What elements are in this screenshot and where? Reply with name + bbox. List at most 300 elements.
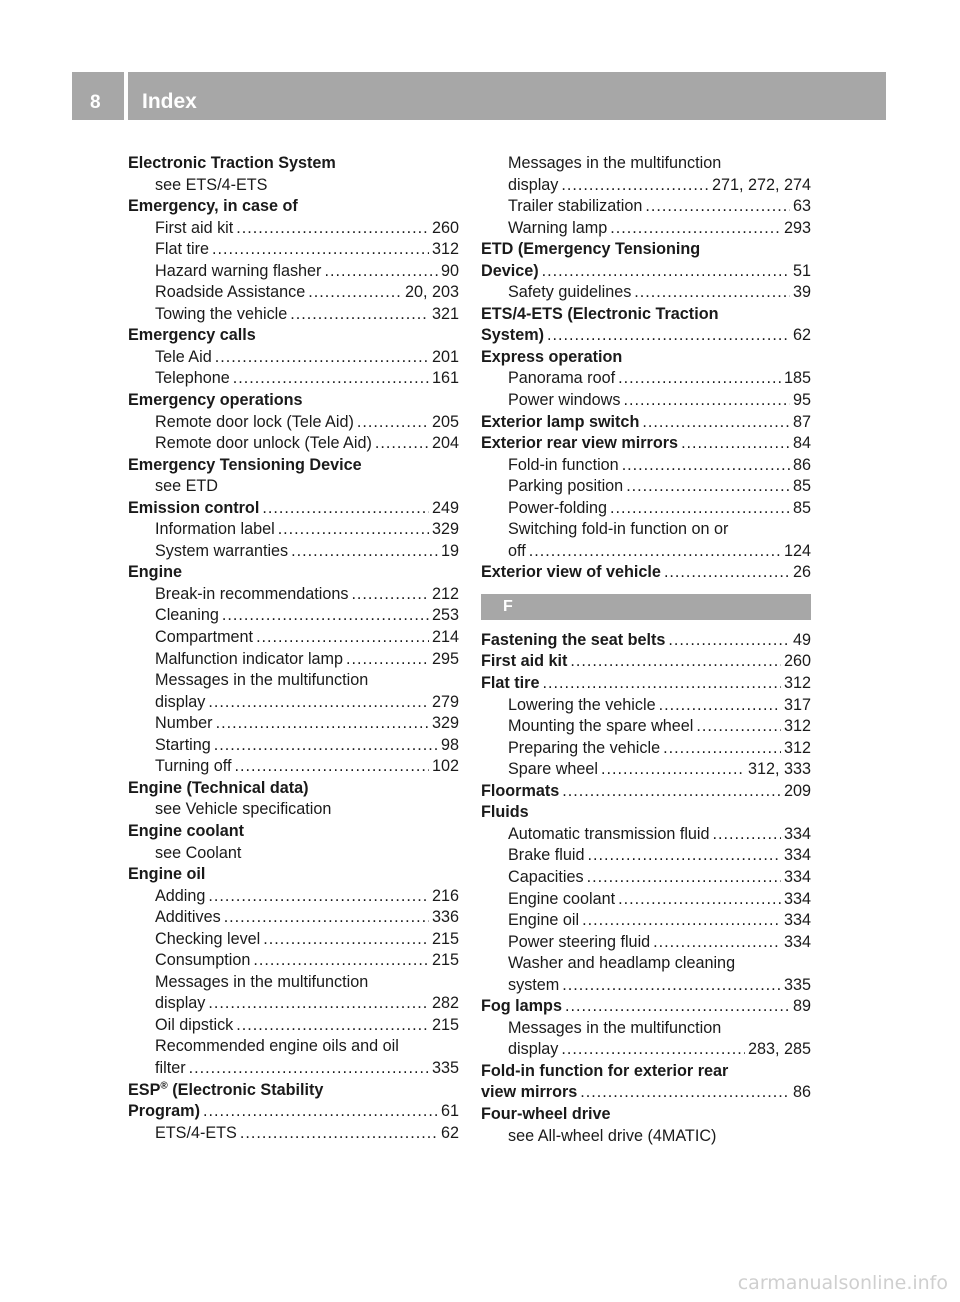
index-subentry <box>128 282 459 304</box>
index-subentry <box>481 1126 811 1148</box>
entry-term: ETD (Emergency Tensioning <box>481 240 701 259</box>
dot-leader <box>263 929 429 951</box>
dot-leader <box>653 932 781 954</box>
entry-term: Exterior rear view mirrors <box>481 434 679 453</box>
entry-term: Turning off <box>155 757 232 776</box>
page-number: 8 <box>90 92 101 113</box>
dot-leader <box>561 175 709 197</box>
dot-leader <box>375 433 429 455</box>
entry-term: Washer and headlamp cleaning <box>508 954 736 973</box>
entry-page-ref: 204 <box>431 434 459 453</box>
entry-page-ref: 49 <box>792 630 811 649</box>
index-subentry <box>128 907 459 929</box>
dot-leader <box>233 368 429 390</box>
entry-term: see ETS/4-ETS <box>155 175 268 194</box>
index-entry <box>128 562 459 584</box>
entry-term: ESP® (Electronic Stability <box>128 1080 324 1099</box>
entry-page-ref: 95 <box>792 391 811 410</box>
index-subentry <box>128 519 459 541</box>
index-entry <box>481 304 811 326</box>
index-entry <box>481 651 811 673</box>
index-subentry <box>128 799 459 821</box>
entry-page-ref: 201 <box>431 347 459 366</box>
entry-term: Compartment <box>155 628 254 647</box>
index-subentry <box>481 1039 811 1061</box>
letter-section-header <box>481 594 811 620</box>
dot-leader <box>642 412 790 434</box>
entry-term: Emergency, in case of <box>128 197 298 216</box>
entry-page-ref: 90 <box>440 261 459 280</box>
entry-term: Additives <box>155 908 221 927</box>
dot-leader <box>236 1015 429 1037</box>
entry-page-ref: 215 <box>431 1015 459 1034</box>
entry-term: Device) <box>481 261 539 280</box>
entry-term: Engine coolant <box>128 821 245 840</box>
entry-page-ref: 282 <box>431 994 459 1013</box>
entry-term: Oil dipstick <box>155 1015 234 1034</box>
entry-term: Remote door unlock (Tele Aid) <box>155 434 372 453</box>
index-entry <box>481 1061 811 1083</box>
index-subentry <box>481 889 811 911</box>
index-subentry <box>128 412 459 434</box>
entry-term: Adding <box>155 886 206 905</box>
index-subentry <box>481 695 811 717</box>
entry-term: Safety guidelines <box>508 283 632 302</box>
entry-page-ref: 161 <box>431 369 459 388</box>
entry-page-ref: 51 <box>792 261 811 280</box>
dot-leader <box>634 282 790 304</box>
entry-term: Telephone <box>155 369 230 388</box>
dot-leader <box>645 196 790 218</box>
index-subentry <box>481 845 811 867</box>
entry-page-ref: 336 <box>431 908 459 927</box>
watermark: carmanualsonline.info <box>737 1272 948 1294</box>
index-entry <box>481 562 811 584</box>
index-subentry <box>481 824 811 846</box>
dot-leader <box>622 455 790 477</box>
index-subentry <box>128 584 459 606</box>
entry-page-ref: 20, 203 <box>404 283 459 302</box>
dot-leader <box>626 476 790 498</box>
index-entry <box>128 325 459 347</box>
dot-leader <box>256 627 429 649</box>
dot-leader <box>208 886 429 908</box>
dot-leader <box>357 412 429 434</box>
entry-term: Brake fluid <box>508 846 585 865</box>
entry-term: Mounting the spare wheel <box>508 717 694 736</box>
dot-leader <box>696 716 781 738</box>
index-subentry <box>128 735 459 757</box>
dot-leader <box>189 1058 429 1080</box>
entry-page-ref: 102 <box>431 757 459 776</box>
entry-term: view mirrors <box>481 1083 578 1102</box>
dot-leader <box>291 541 438 563</box>
dot-leader <box>308 282 402 304</box>
index-entry <box>481 433 811 455</box>
entry-term: ETS/4-ETS (Electronic Traction <box>481 304 719 323</box>
entry-page-ref: 334 <box>783 889 811 908</box>
dot-leader <box>580 1082 790 1104</box>
dot-leader <box>713 824 781 846</box>
section-title-bar <box>128 72 886 120</box>
entry-term: Floormats <box>481 781 560 800</box>
entry-term: Malfunction indicator lamp <box>155 649 344 668</box>
entry-term: Engine oil <box>508 911 580 930</box>
entry-page-ref: 329 <box>431 714 459 733</box>
entry-page-ref: 312 <box>783 717 811 736</box>
entry-term: see Coolant <box>155 843 242 862</box>
dot-leader <box>668 630 790 652</box>
entry-term: see All-wheel drive (4MATIC) <box>508 1126 717 1145</box>
index-entry <box>128 778 459 800</box>
entry-term: Spare wheel <box>508 760 598 779</box>
entry-term: Starting <box>155 735 211 754</box>
entry-term: Exterior lamp switch <box>481 412 640 431</box>
entry-term: Program) <box>128 1102 200 1121</box>
index-subentry <box>481 196 811 218</box>
entry-page-ref: 215 <box>431 951 459 970</box>
index-subentry <box>481 476 811 498</box>
entry-term: Emergency calls <box>128 326 256 345</box>
entry-page-ref: 312 <box>783 738 811 757</box>
index-subentry <box>481 519 811 541</box>
entry-term: Capacities <box>508 867 584 886</box>
dot-leader <box>587 845 781 867</box>
dot-leader <box>570 651 781 673</box>
entry-page-ref: 212 <box>431 584 459 603</box>
index-entry <box>481 630 811 652</box>
page-header <box>72 72 886 120</box>
index-entry <box>481 1082 811 1104</box>
index-subentry <box>128 304 459 326</box>
index-entry <box>128 455 459 477</box>
index-subentry <box>128 993 459 1015</box>
index-entry <box>128 1101 459 1123</box>
index-subentry <box>128 972 459 994</box>
dot-leader <box>208 692 429 714</box>
dot-leader <box>582 910 781 932</box>
index-subentry <box>128 950 459 972</box>
index-entry <box>481 239 811 261</box>
entry-term: Number <box>155 714 213 733</box>
dot-leader <box>240 1123 438 1145</box>
index-entry <box>128 821 459 843</box>
entry-page-ref: 216 <box>431 886 459 905</box>
index-subentry <box>128 627 459 649</box>
index-subentry <box>481 541 811 563</box>
entry-page-ref: 312, 333 <box>747 760 811 779</box>
index-subentry <box>128 347 459 369</box>
entry-page-ref: 312 <box>431 240 459 259</box>
dot-leader <box>562 975 781 997</box>
index-entry <box>481 673 811 695</box>
entry-term: Fold-in function for exterior rear <box>481 1061 729 1080</box>
index-subentry <box>481 218 811 240</box>
index-subentry <box>481 716 811 738</box>
entry-term: Information label <box>155 520 275 539</box>
index-subentry <box>481 910 811 932</box>
index-subentry <box>481 953 811 975</box>
index-subentry <box>481 153 811 175</box>
index-subentry <box>128 605 459 627</box>
entry-term: Panorama roof <box>508 369 616 388</box>
index-subentry <box>481 759 811 781</box>
index-entry <box>481 347 811 369</box>
dot-leader <box>610 218 781 240</box>
dot-leader <box>663 738 781 760</box>
entry-term: System) <box>481 326 544 345</box>
entry-term: Remote door lock (Tele Aid) <box>155 412 354 431</box>
page-number-box <box>72 72 124 120</box>
index-subentry <box>128 368 459 390</box>
index-subentry <box>128 261 459 283</box>
entry-term: Engine coolant <box>508 889 616 908</box>
entry-page-ref: 61 <box>440 1102 459 1121</box>
entry-term: Checking level <box>155 929 261 948</box>
index-entry <box>128 390 459 412</box>
dot-leader <box>547 325 790 347</box>
dot-leader <box>618 368 781 390</box>
index-entry <box>128 864 459 886</box>
index-subentry <box>128 1123 459 1145</box>
entry-page-ref: 317 <box>783 695 811 714</box>
index-subentry <box>128 886 459 908</box>
index-subentry <box>481 932 811 954</box>
index-entry <box>128 196 459 218</box>
entry-term: Flat tire <box>155 240 209 259</box>
entry-page-ref: 293 <box>783 218 811 237</box>
entry-term: Lowering the vehicle <box>508 695 656 714</box>
index-subentry <box>481 368 811 390</box>
entry-page-ref: 19 <box>440 541 459 560</box>
entry-page-ref: 260 <box>431 218 459 237</box>
entry-term: system <box>508 975 560 994</box>
entry-term: Recommended engine oils and oil <box>155 1037 399 1056</box>
entry-term: Power steering fluid <box>508 932 651 951</box>
entry-term: Consumption <box>155 951 251 970</box>
entry-term: Power-folding <box>508 498 607 517</box>
dot-leader <box>253 950 429 972</box>
dot-leader <box>215 347 429 369</box>
index-subentry <box>481 498 811 520</box>
entry-term: Break-in recommendations <box>155 584 349 603</box>
index-subentry <box>128 692 459 714</box>
index-entry <box>128 153 459 175</box>
entry-page-ref: 84 <box>792 434 811 453</box>
entry-page-ref: 295 <box>431 649 459 668</box>
dot-leader <box>214 735 438 757</box>
entry-page-ref: 124 <box>783 541 811 560</box>
entry-page-ref: 185 <box>783 369 811 388</box>
entry-page-ref: 334 <box>783 846 811 865</box>
entry-term: display <box>155 994 206 1013</box>
entry-term: Engine <box>128 563 182 582</box>
entry-term: Towing the vehicle <box>155 304 288 323</box>
entry-term: Messages in the multifunction <box>155 972 369 991</box>
dot-leader <box>212 239 429 261</box>
entry-page-ref: 215 <box>431 929 459 948</box>
index-column-left <box>128 153 459 1144</box>
entry-page-ref: 329 <box>431 520 459 539</box>
entry-term: First aid kit <box>481 652 568 671</box>
index-subentry <box>128 843 459 865</box>
dot-leader <box>610 498 790 520</box>
index-entry <box>128 1080 459 1102</box>
dot-leader <box>659 695 781 717</box>
dot-leader <box>324 261 438 283</box>
entry-page-ref: 334 <box>783 932 811 951</box>
index-subentry <box>481 455 811 477</box>
section-title: Index <box>142 90 197 113</box>
dot-leader <box>664 562 790 584</box>
entry-term: Engine (Technical data) <box>128 778 309 797</box>
index-entry <box>481 412 811 434</box>
index-entry <box>481 1104 811 1126</box>
dot-leader <box>623 390 790 412</box>
entry-page-ref: 85 <box>792 498 811 517</box>
index-subentry <box>481 390 811 412</box>
index-column-right <box>481 153 811 1147</box>
index-subentry <box>128 649 459 671</box>
entry-page-ref: 86 <box>792 455 811 474</box>
index-subentry <box>128 541 459 563</box>
entry-page-ref: 89 <box>792 997 811 1016</box>
entry-page-ref: 283, 285 <box>747 1040 811 1059</box>
entry-page-ref: 26 <box>792 563 811 582</box>
index-entry <box>128 498 459 520</box>
entry-term: Trailer stabilization <box>508 197 643 216</box>
entry-term: Engine oil <box>128 865 206 884</box>
dot-leader <box>236 218 429 240</box>
dot-leader <box>529 541 781 563</box>
entry-term: display <box>508 1040 559 1059</box>
index-entry <box>481 261 811 283</box>
index-subentry <box>481 975 811 997</box>
dot-leader <box>542 673 781 695</box>
entry-page-ref: 334 <box>783 911 811 930</box>
entry-term: Parking position <box>508 477 624 496</box>
entry-page-ref: 205 <box>431 412 459 431</box>
entry-page-ref: 335 <box>431 1058 459 1077</box>
entry-page-ref: 271, 272, 274 <box>711 175 811 194</box>
entry-page-ref: 253 <box>431 606 459 625</box>
entry-term: see Vehicle specification <box>155 800 332 819</box>
entry-term: Four-wheel drive <box>481 1104 611 1123</box>
dot-leader <box>601 759 745 781</box>
entry-term: display <box>155 692 206 711</box>
entry-page-ref: 87 <box>792 412 811 431</box>
entry-page-ref: 321 <box>431 304 459 323</box>
entry-term: First aid kit <box>155 218 234 237</box>
index-subentry <box>128 218 459 240</box>
index-subentry <box>481 738 811 760</box>
dot-leader <box>542 261 790 283</box>
index-entry <box>481 325 811 347</box>
dot-leader <box>561 1039 745 1061</box>
index-subentry <box>128 433 459 455</box>
index-subentry <box>128 713 459 735</box>
dot-leader <box>562 781 781 803</box>
entry-page-ref: 249 <box>431 498 459 517</box>
index-subentry <box>128 670 459 692</box>
entry-term: Express operation <box>481 347 623 366</box>
entry-term: Power windows <box>508 391 621 410</box>
index-subentry <box>128 929 459 951</box>
index-subentry <box>481 282 811 304</box>
entry-page-ref: 334 <box>783 867 811 886</box>
entry-term: System warranties <box>155 541 289 560</box>
dot-leader <box>587 867 781 889</box>
entry-term: Fastening the seat belts <box>481 630 666 649</box>
entry-page-ref: 98 <box>440 735 459 754</box>
entry-term: Fold-in function <box>508 455 619 474</box>
entry-term: Emergency operations <box>128 391 303 410</box>
entry-term: Flat tire <box>481 674 540 693</box>
entry-page-ref: 63 <box>792 197 811 216</box>
dot-leader <box>208 993 429 1015</box>
entry-page-ref: 312 <box>783 674 811 693</box>
entry-page-ref: 85 <box>792 477 811 496</box>
index-entry <box>481 802 811 824</box>
entry-term: off <box>508 541 526 560</box>
dot-leader <box>262 498 429 520</box>
entry-page-ref: 39 <box>792 283 811 302</box>
index-entry <box>481 996 811 1018</box>
index-subentry <box>128 476 459 498</box>
entry-page-ref: 62 <box>792 326 811 345</box>
dot-leader <box>235 756 429 778</box>
entry-page-ref: 279 <box>431 692 459 711</box>
index-subentry <box>128 1058 459 1080</box>
entry-page-ref: 62 <box>440 1123 459 1142</box>
entry-term: filter <box>155 1058 186 1077</box>
entry-page-ref: 214 <box>431 628 459 647</box>
entry-term: Messages in the multifunction <box>155 671 369 690</box>
entry-term: Emission control <box>128 498 260 517</box>
dot-leader <box>216 713 429 735</box>
entry-page-ref: 209 <box>783 781 811 800</box>
dot-leader <box>278 519 429 541</box>
entry-term: Fluids <box>481 803 529 822</box>
entry-page-ref: 334 <box>783 824 811 843</box>
dot-leader <box>346 649 429 671</box>
entry-term: ETS/4-ETS <box>155 1123 237 1142</box>
index-subentry <box>481 1018 811 1040</box>
index-subentry <box>128 756 459 778</box>
index-subentry <box>128 239 459 261</box>
entry-term: Warning lamp <box>508 218 608 237</box>
entry-term: Electronic Traction System <box>128 154 336 172</box>
index-subentry <box>481 175 811 197</box>
dot-leader <box>618 889 781 911</box>
entry-term: Tele Aid <box>155 347 212 366</box>
dot-leader <box>565 996 790 1018</box>
entry-page-ref: 260 <box>783 652 811 671</box>
entry-term: Preparing the vehicle <box>508 738 661 757</box>
index-subentry <box>128 175 459 197</box>
dot-leader <box>290 304 429 326</box>
entry-term: Fog lamps <box>481 997 562 1016</box>
dot-leader <box>203 1101 438 1123</box>
entry-term: Cleaning <box>155 606 219 625</box>
entry-term: Hazard warning flasher <box>155 261 322 280</box>
entry-term: Emergency Tensioning Device <box>128 455 362 474</box>
entry-term: Automatic transmission fluid <box>508 824 710 843</box>
dot-leader <box>681 433 790 455</box>
entry-term: Messages in the multifunction <box>508 1018 722 1037</box>
dot-leader <box>351 584 429 606</box>
letter-section-label: F <box>503 597 513 615</box>
